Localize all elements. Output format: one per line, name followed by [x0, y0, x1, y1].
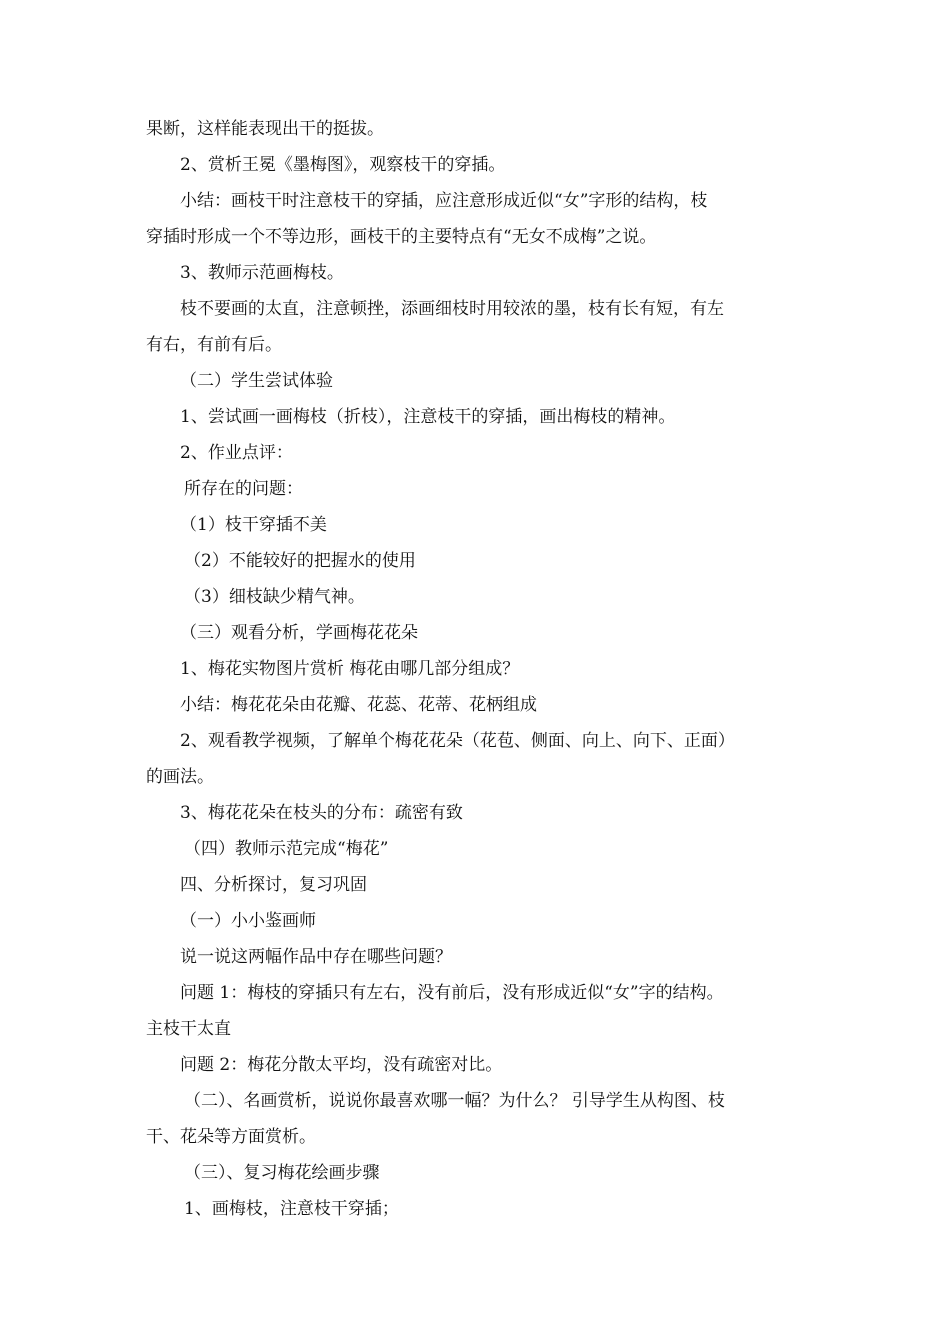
text-line: 1、梅花实物图片赏析 梅花由哪几部分组成？ — [180, 659, 520, 679]
text-line: 枝不要画的太直，注意顿挫，添画细枝时用较浓的墨，枝有长有短，有左 — [180, 299, 724, 319]
text-line: （2）不能较好的把握水的使用 — [184, 551, 416, 571]
text-line: （1）枝干穿插不美 — [180, 515, 327, 535]
text-line: 2、观看教学视频，了解单个梅花花朵（花苞、侧面、向上、向下、正面） — [180, 731, 735, 751]
text-line: （二）学生尝试体验 — [180, 371, 333, 391]
text-line: 3、梅花花朵在枝头的分布：疏密有致 — [180, 803, 463, 823]
text-line: 穿插时形成一个不等边形，画枝干的主要特点有“无女不成梅”之说。 — [146, 227, 657, 247]
text-line: 果断，这样能表现出干的挺拔。 — [146, 119, 384, 139]
text-line: （二）、名画赏析，说说你最喜欢哪一幅？为什么？ 引导学生从构图、枝 — [184, 1091, 725, 1111]
text-line: 2、作业点评： — [180, 443, 293, 463]
text-line: 的画法。 — [146, 767, 214, 787]
text-line: （三）、复习梅花绘画步骤 — [184, 1163, 380, 1183]
text-line: 3、教师示范画梅枝。 — [180, 263, 344, 283]
text-line: （三）观看分析，学画梅花花朵 — [180, 623, 418, 643]
text-line: （3）细枝缺少精气神。 — [184, 587, 365, 607]
text-line: 主枝干太直 — [146, 1019, 231, 1039]
text-line: 所存在的问题： — [184, 479, 303, 499]
text-line: 问题 2：梅花分散太平均，没有疏密对比。 — [180, 1055, 503, 1075]
text-line: 有右，有前有后。 — [146, 335, 282, 355]
text-line: 小结：梅花花朵由花瓣、花蕊、花蒂、花柄组成 — [180, 695, 537, 715]
text-line: 1、尝试画一画梅枝（折枝），注意枝干的穿插，画出梅枝的精神。 — [180, 407, 676, 427]
text-line: 说一说这两幅作品中存在哪些问题？ — [180, 947, 452, 967]
text-line: （一）小小鉴画师 — [180, 911, 316, 931]
text-line: 2、赏析王冕《墨梅图》，观察枝干的穿插。 — [180, 155, 506, 175]
text-line: 问题 1：梅枝的穿插只有左右，没有前后，没有形成近似“女”字的结构。 — [180, 983, 724, 1003]
text-line: 小结：画枝干时注意枝干的穿插，应注意形成近似“女”字形的结构，枝 — [180, 191, 708, 211]
text-line: 干、花朵等方面赏析。 — [146, 1127, 316, 1147]
text-line: （四）教师示范完成“梅花” — [184, 839, 389, 859]
text-line: 1、画梅枝，注意枝干穿插； — [184, 1199, 399, 1219]
text-line: 四、分析探讨，复习巩固 — [180, 875, 367, 895]
